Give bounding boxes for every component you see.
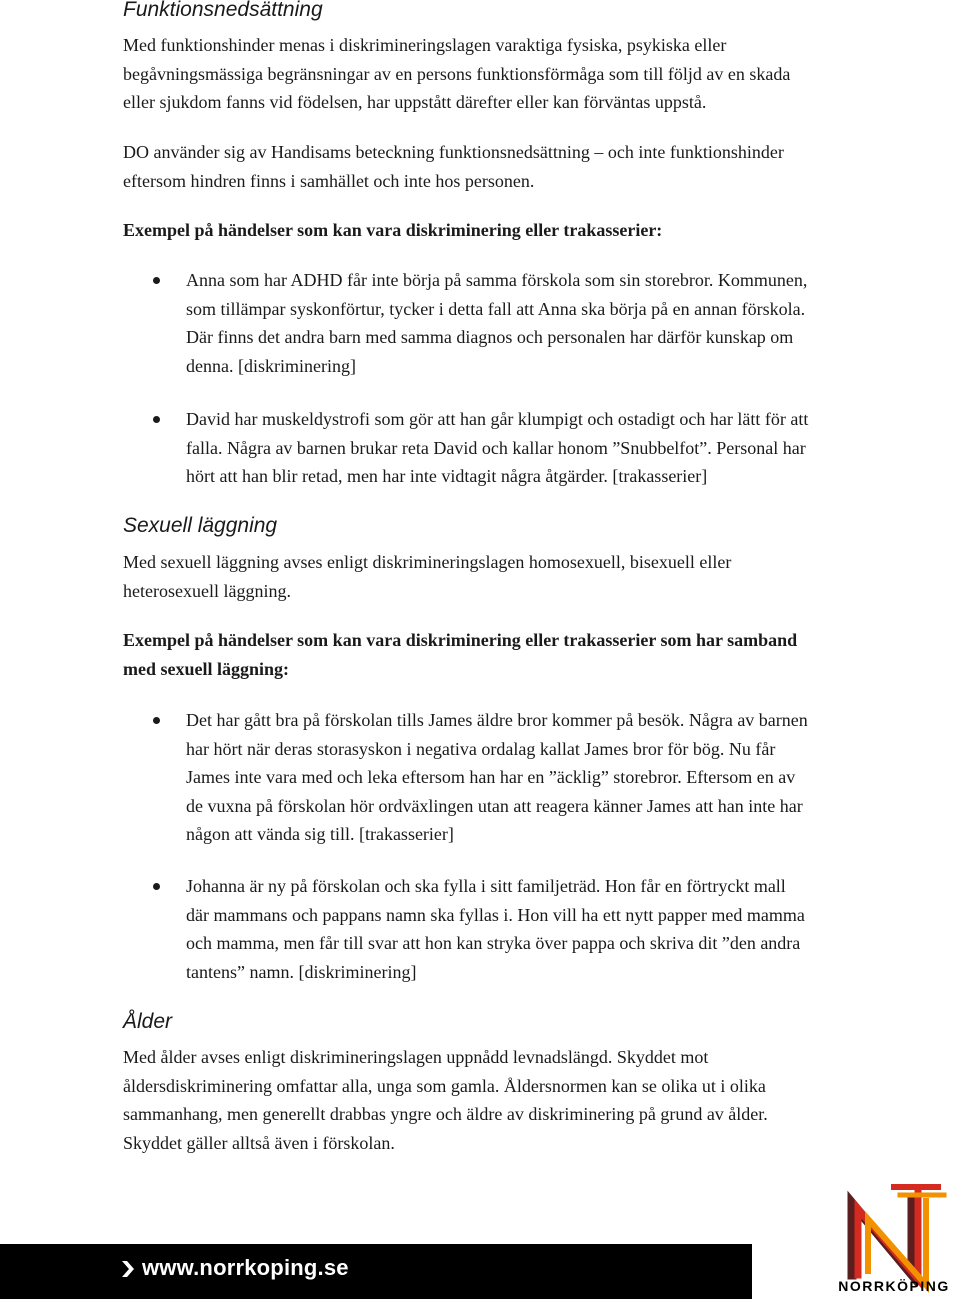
section-heading-alder: Ålder [123, 1010, 173, 1033]
text-line: Johanna är ny på förskolan och ska fylla i sitt familjeträd. Hon får en förtryckt mall [186, 876, 786, 896]
text-line: Anna som har ADHD får inte börja på samma förskola som sin storebror. Kommunen, [186, 270, 808, 290]
text-line: falla. Några av barnen brukar reta David och kallar honom ”Snubbelfot”. Personal har [186, 437, 806, 458]
text-line: de vuxna på förskolan hör ordväxlingen utan att reagera känner James att han inte har [186, 795, 803, 816]
examples-heading [123, 626, 923, 683]
text-line: Det har gått bra på förskolan tills James äldre bror kommer på besök. Några av barnen [186, 710, 808, 730]
section-heading-funktionsnedsattning: Funktionsnedsättning [123, 0, 323, 21]
list-item [123, 872, 923, 986]
text-line: eller sjukdom fanns vid födelsen, har uppstått därefter eller kan förväntas uppstå. [123, 92, 707, 112]
text-line: Skyddet gäller alltså även i förskolan. [123, 1132, 395, 1153]
list-item [123, 405, 913, 491]
text-line: hört att han blir retad, men har inte vidtagit några åtgärder. [trakasserier] [186, 466, 708, 486]
text-line: med sexuell läggning: [123, 658, 290, 679]
text-line: åldersdiskriminering omfattar alla, unga som gamla. Åldersnormen kan se olika ut i olika [123, 1075, 766, 1096]
text-line: heterosexuell läggning. [123, 580, 291, 601]
examples-list [123, 706, 923, 849]
text-line: Exempel på händelser som kan vara diskriminering eller trakasserier som har samband [123, 630, 798, 650]
bullet-icon [153, 883, 160, 890]
text-line: Med sexuell läggning avses enligt diskrimineringslagen homosexuell, bisexuell eller [123, 552, 732, 572]
text-line: där mammans och pappans namn ska fyllas i. Hon vill ha ett nytt papper med mamma [186, 904, 805, 925]
bullet-icon [153, 717, 160, 724]
text-line: och mamma, men får till svar att hon kan stryka över pappa och skriva dit ”den andra [186, 933, 801, 953]
text-line: sammanhang, men generellt drabbas yngre och äldre av diskriminering på grund av ålder. [123, 1104, 768, 1124]
text-line: eftersom hindren finns i samhället och inte hos personen. [123, 170, 535, 191]
footer-bar [0, 1244, 752, 1299]
examples-list [123, 266, 913, 380]
norrkoping-logo-text: NORRKÖPING [838, 1278, 950, 1294]
text-line: DO använder sig av Handisams beteckning funktionsnedsättning – och inte funktionshinder [123, 142, 784, 162]
text-line: någon att vända sig till. [trakasserier] [186, 824, 454, 844]
text-line: som tillämpar syskonförtur, tycker i detta fall att Anna ska börja på en annan förskola. [186, 298, 806, 319]
text-line: Där finns det andra barn med samma diagnos och personalen har därför kunskap om [186, 327, 794, 347]
text-line: Med funktionshinder menas i diskrimineringslagen varaktiga fysiska, psykiska eller [123, 35, 727, 55]
paragraph-sexuell [123, 548, 913, 605]
arrow-icon [122, 1259, 142, 1279]
list-item [123, 706, 923, 849]
paragraph-do [123, 138, 913, 195]
footer-url[interactable]: www.norrkoping.se [142, 1255, 349, 1280]
text-line: Med ålder avses enligt diskrimineringslagen uppnådd levnadslängd. Skyddet mot [123, 1047, 709, 1067]
text-line: David har muskeldystrofi som gör att han går klumpigt och ostadigt och har lätt för att [186, 409, 809, 429]
examples-list [123, 405, 913, 491]
section-heading-sexuell-laggning: Sexuell läggning [123, 514, 278, 537]
text-line: begåvningsmässiga begränsningar av en persons funktionsförmåga som till följd av en skada [123, 63, 791, 84]
text-line: James inte vara med och leka eftersom han har en ”äcklig” storebror. Eftersom en av [186, 767, 796, 787]
bullet-icon [153, 277, 160, 284]
text-line: tantens” namn. [diskriminering] [186, 961, 417, 982]
bullet-icon [153, 416, 160, 423]
examples-list [123, 872, 923, 986]
paragraph-alder [123, 1043, 913, 1157]
list-item [123, 266, 913, 380]
text-line: har hört när deras storasyskon i negativa ordalag kallat James bror för bög. Nu får [186, 738, 776, 759]
examples-heading: Exempel på händelser som kan vara diskriminering eller trakasserier: [123, 220, 663, 240]
paragraph-definition [123, 31, 913, 117]
text-line: denna. [diskriminering] [186, 355, 356, 376]
